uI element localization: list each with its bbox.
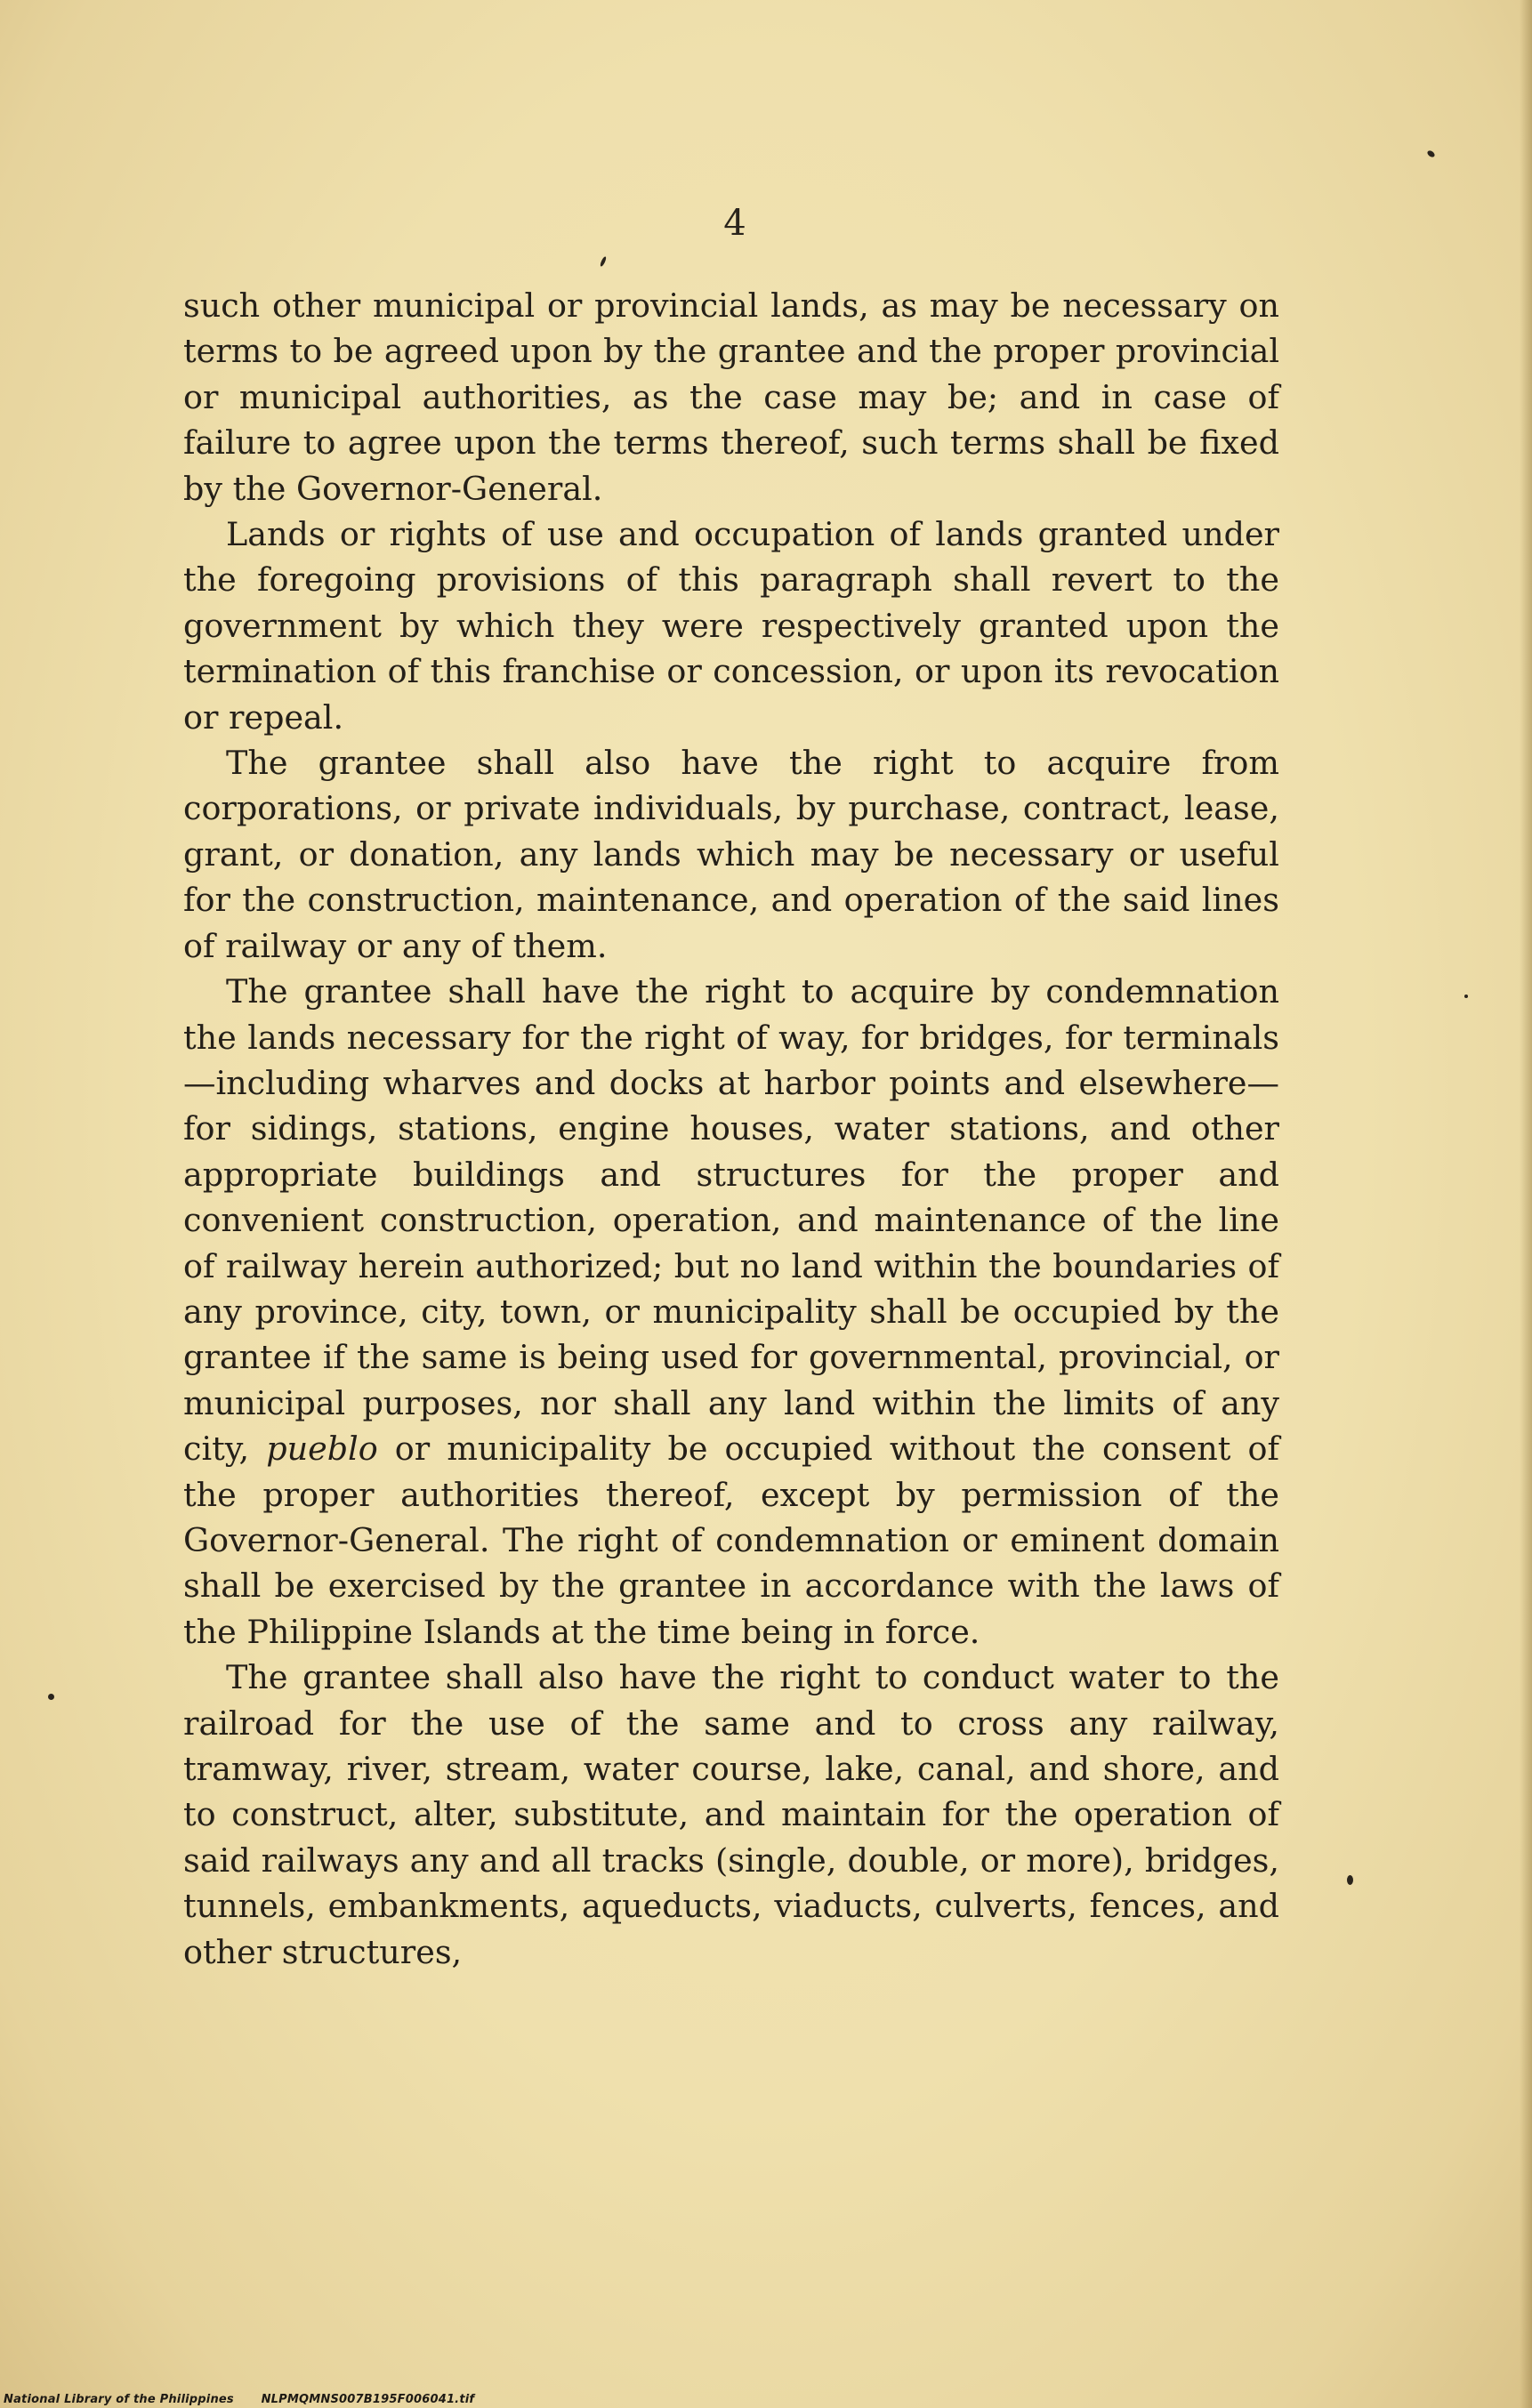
- body-text: [183, 283, 1279, 1975]
- paragraph-4: [183, 969, 1279, 1655]
- paragraph-4-italic-term: pueblo: [266, 1429, 378, 1469]
- paragraph-1: such other municipal or provincial lands, as may be necessary on terms to be agreed upon by the grantee and the proper provincial or municipal authorities, as the case may be; and in case of failure to agree upon the terms thereof, such terms shall be fixed by the Governor-General.: [183, 286, 1279, 508]
- ink-speck: [1426, 149, 1436, 158]
- paragraph-4-text-b: or municipality be occupied without the consent of the proper authorities thereof, except by permission of the Governor-General. The right of condemnation or eminent domain shall be exercised by the grantee in accordance with the laws of the Philippine Islands at the time being in force.: [183, 1429, 1280, 1651]
- footer-library: National Library of the Philippines: [4, 2393, 234, 2406]
- paragraph-4-text-a: The grantee shall have the right to acquire by condemnation the lands necessary for the right of way, for bridges, for terminals—including wharves and docks at harbor points and elsewhere—for sidings, stations, engine houses, water stations, and other appropriate buildings and structures for the proper and convenient construction, operation, and maintenance of the line of railway herein authorized; but no land within the boundaries of any province, city, town, or municipality shall be occupied by the grantee if the same is being used for governmental, provincial, or municipal purposes, nor shall any land within the limits of any city,: [183, 972, 1279, 1469]
- ink-speck: [1464, 995, 1468, 998]
- ink-speck: [1347, 1875, 1353, 1885]
- ink-speck: [48, 1694, 54, 1700]
- page-number: 4: [723, 203, 746, 244]
- ink-speck: [600, 256, 608, 268]
- paragraph-2: Lands or rights of use and occupation of lands granted under the foregoing provisions of this paragraph shall revert to the government by which they were respectively granted upon the termination of this franchise or concession, or upon its revocation or repeal.: [183, 515, 1279, 737]
- footer-file-id: NLPMQMNS007B195F006041.tif: [261, 2393, 475, 2406]
- scan-footer: [4, 2393, 497, 2406]
- page-edge-shadow: [1520, 0, 1532, 2408]
- paragraph-3: The grantee shall also have the right to acquire from corporations, or private individuals, by purchase, contract, lease, grant, or donation, any lands which may be necessary or useful for the construction, maintenance, and operation of the said lines of railway or any of them.: [183, 744, 1279, 965]
- paragraph-5: The grantee shall also have the right to conduct water to the railroad for the use of the same and to cross any railway, tramway, river, stream, water course, lake, canal, and shore, and to construct, alter, substitute, and maintain for the operation of said railways any and all tracks (single, double, or more), bridges, tunnels, embankments, aqueducts, viaducts, culverts, fences, and other structures,: [183, 1658, 1279, 1971]
